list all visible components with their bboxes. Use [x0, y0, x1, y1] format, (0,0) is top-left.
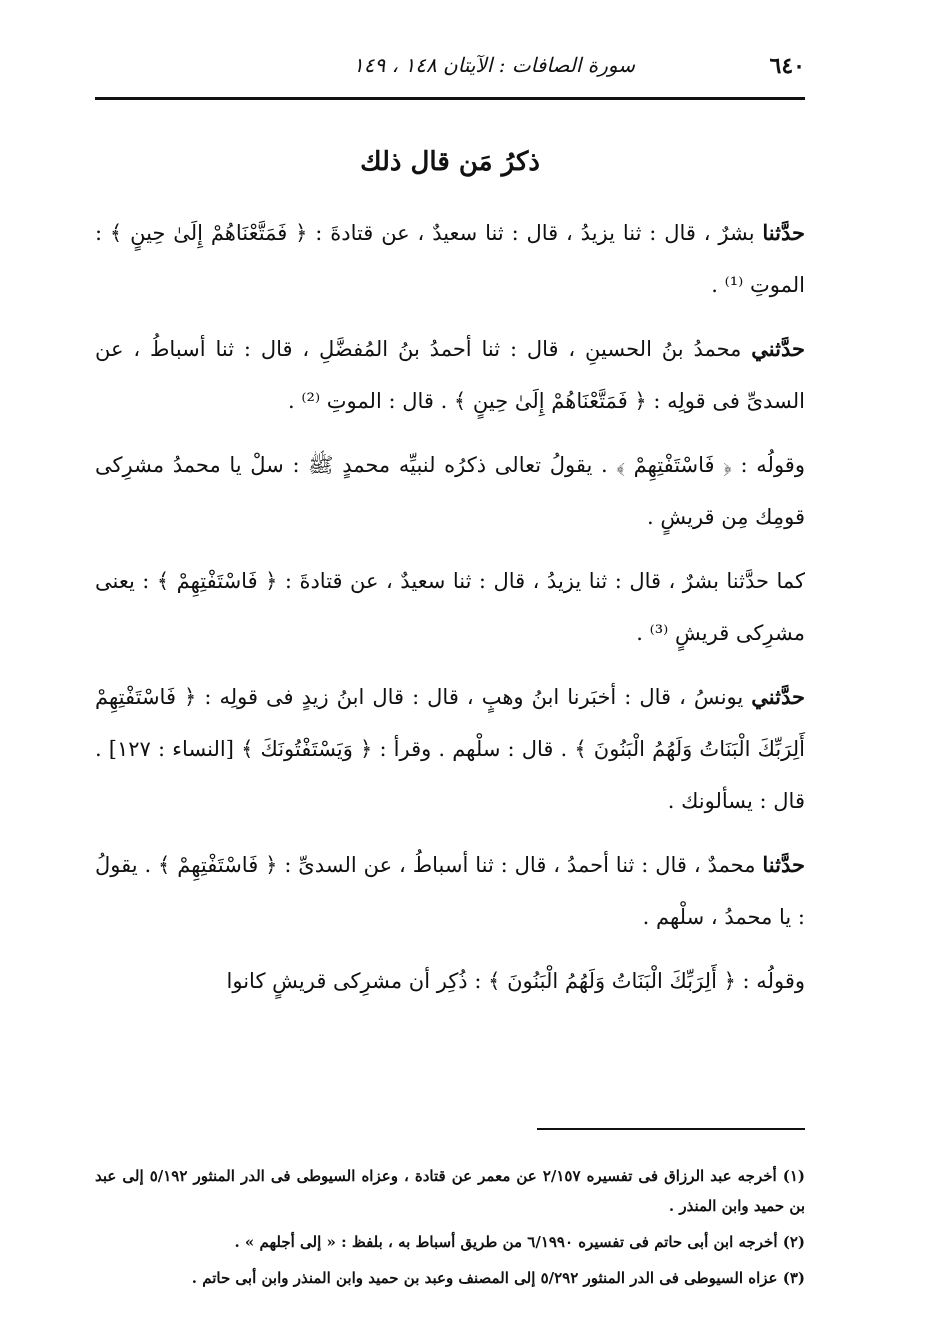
- paragraph-lead: حدَّثنا: [762, 852, 805, 877]
- paragraph-text: يونسُ ، قال : أخبَرنا ابنُ وهبٍ ، قال : قال ابنُ زيدٍ فى قولِه : ﴿ فَاسْتَفْتِهِمْ أَلِرَبِّكَ الْبَنَاتُ وَلَهُمُ الْبَنُونَ ﴾ . قال : سلْهم . وقرأ : ﴿ وَيَسْتَفْتُونَكَ ﴾ [النساء : ١٢٧] . قال : يسألونك .: [95, 685, 805, 813]
- section-title: ذكرُ مَن قال ذلك: [360, 147, 540, 177]
- paragraph: [95, 439, 805, 543]
- page-header: [95, 45, 805, 91]
- paragraph-text: كما حدَّثنا بشرٌ ، قال : ثنا يزيدُ ، قال : ثنا سعيدٌ ، عن قتادةَ : ﴿ فَاسْتَفْتِهِمْ ﴾ : يعنى مشرِكى قريشٍ ⁽³⁾ .: [95, 569, 805, 645]
- paragraph-text: وقولُه : ﴿ فَاسْتَفْتِهِمْ ﴾ . يقولُ تعالى ذكرُه لنبيِّه محمدٍ ﷺ : سلْ يا محمدُ مشرِكى قومِك مِن قريشٍ .: [95, 453, 805, 529]
- book-page: [95, 45, 805, 1287]
- paragraph-lead: حدَّثني: [751, 336, 805, 361]
- header-rule: [95, 97, 805, 100]
- paragraph-text: بشرٌ ، قال : ثنا يزيدُ ، قال : ثنا سعيدٌ ، عن قتادةَ : ﴿ فَمَتَّعْنَاهُمْ إِلَىٰ حِينٍ ﴾ : الموتِ ⁽¹⁾ .: [95, 221, 805, 297]
- footnote: (٢) أخرجه ابن أبى حاتم فى تفسيره ٦/١٩٩٠ من طريق أسباط به ، بلفظ : « إلى أجلهم » .: [234, 1233, 805, 1251]
- paragraph: [95, 671, 805, 827]
- footnote-separator: [537, 1128, 805, 1130]
- footnote: (٣) عزاه السيوطى فى الدر المنثور ٥/٢٩٢ إلى المصنف وعبد بن حميد وابن المنذر وابن أبى حاتم .: [191, 1269, 805, 1287]
- footnotes: [95, 1161, 805, 1299]
- paragraph: [95, 839, 805, 943]
- paragraph: [95, 955, 805, 1007]
- paragraph: [95, 207, 805, 311]
- paragraph-text: محمدٌ ، قال : ثنا أحمدُ ، قال : ثنا أسباطُ ، عن السدىِّ : ﴿ فَاسْتَفْتِهِمْ ﴾ . يقولُ : يا محمدُ ، سلْهم .: [95, 853, 805, 929]
- paragraph: [95, 555, 805, 659]
- running-title: سورة الصافات : الآيتان ١٤٨ ، ١٤٩: [353, 53, 635, 77]
- paragraph-text: محمدُ بنُ الحسينِ ، قال : ثنا أحمدُ بنُ المُفضَّلِ ، قال : ثنا أسباطُ ، عن السدىِّ فى قولِه : ﴿ فَمَتَّعْنَاهُمْ إِلَىٰ حِينٍ ﴾ . قال : الموتِ ⁽²⁾ .: [95, 337, 805, 413]
- paragraph-lead: حدَّثني: [751, 684, 805, 709]
- paragraph-lead: حدَّثنا: [762, 220, 805, 245]
- paragraph: [95, 323, 805, 427]
- footnote: (١) أخرجه عبد الرزاق فى تفسيره ٢/١٥٧ عن معمر عن قتادة ، وعزاه السيوطى فى الدر المنثور ٥/١٩٢ إلى عبد بن حميد وابن المنذر .: [95, 1167, 805, 1215]
- body-text: [95, 207, 805, 1019]
- page-number: ٦٤٠: [769, 53, 805, 79]
- paragraph-text: وقولُه : ﴿ أَلِرَبِّكَ الْبَنَاتُ وَلَهُمُ الْبَنُونَ ﴾ : ذُكِر أن مشرِكى قريشٍ كانوا: [226, 969, 805, 993]
